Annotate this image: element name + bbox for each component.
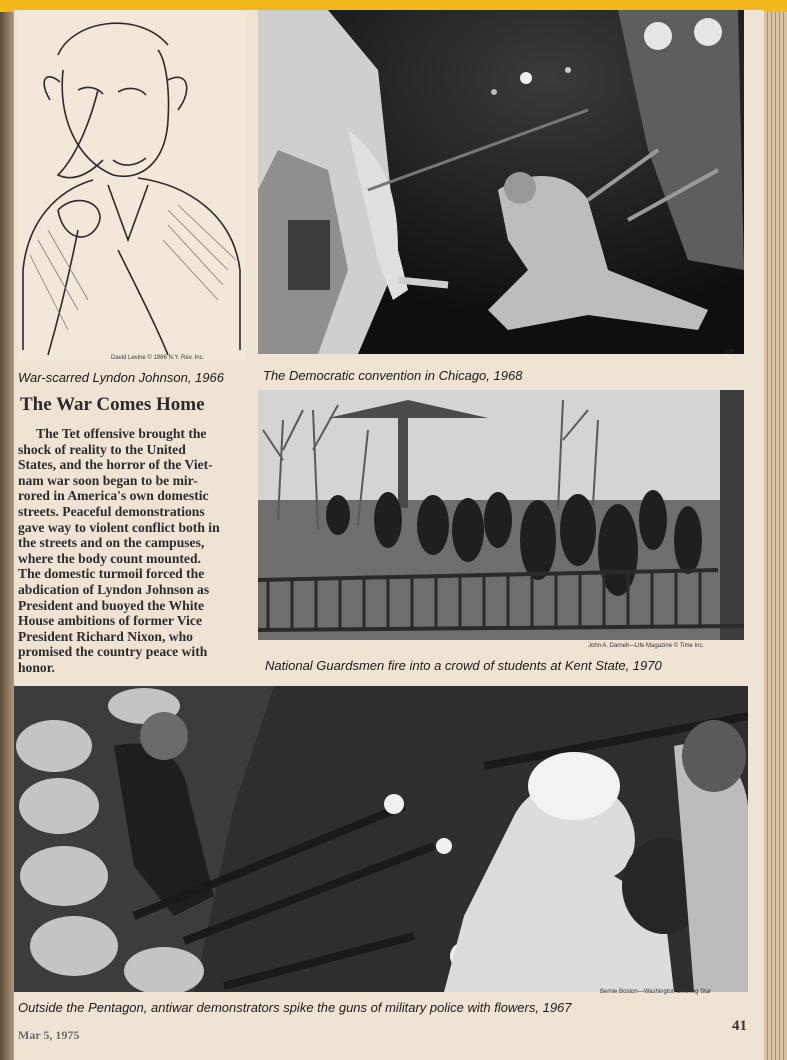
kent-state-credit: John A. Darnell—Life Magazine © Time Inc. — [588, 643, 705, 649]
page-number: 41 — [732, 1018, 747, 1034]
article-line: abdication of Lyndon Johnson as — [18, 581, 210, 597]
article-line: President and buoyed the White — [18, 597, 205, 613]
chicago-caption: The Democratic convention in Chicago, 1968 — [263, 368, 523, 383]
article-line: where the body count mounted. — [18, 550, 201, 566]
pentagon-caption: Outside the Pentagon, antiwar demonstrators spike the guns of military police with flowers, 1967 — [18, 1000, 572, 1015]
article-line: gave way to violent conflict both in — [18, 519, 220, 535]
chicago-photo-graphic — [258, 10, 744, 354]
article-line: promised the country peace with — [18, 644, 208, 660]
article-body — [18, 426, 254, 676]
article-headline: The War Comes Home — [20, 394, 205, 415]
kent-state-photo-graphic — [258, 390, 744, 640]
pentagon-credit: Bernie Boston—Washington Evening Star — [600, 989, 712, 995]
article-line: nam war soon began to be mir- — [18, 472, 198, 488]
article-line: honor. — [18, 659, 55, 675]
article-line: House ambitions of former Vice — [18, 613, 202, 629]
pentagon-photo-graphic — [14, 686, 748, 992]
caricature-credit: David Levine © 1966 N.Y. Rev. Inc. — [111, 355, 205, 361]
article-line: President Richard Nixon, who — [18, 628, 193, 644]
caricature-drawing — [18, 10, 246, 360]
kent-state-photo — [258, 390, 744, 640]
article-line: shock of reality to the United — [18, 441, 186, 457]
article-line: streets. Peaceful demonstrations — [18, 503, 205, 519]
article-line: States, and the horror of the Viet- — [18, 457, 213, 473]
article-line: The Tet offensive brought the — [36, 426, 207, 441]
footer-date: Mar 5, 1975 — [18, 1028, 80, 1042]
article-line: the streets and on the campuses, — [18, 535, 205, 551]
page-edges — [760, 12, 787, 1060]
chicago-credit: UPI — [724, 350, 735, 356]
article-line: rored in America's own domestic — [18, 488, 209, 504]
kent-state-caption: National Guardsmen fire into a crowd of students at Kent State, 1970 — [265, 658, 662, 673]
pentagon-flower-photo — [14, 686, 748, 992]
chicago-convention-photo — [258, 10, 744, 354]
caricature-illustration — [18, 10, 246, 360]
caricature-caption: War-scarred Lyndon Johnson, 1966 — [18, 370, 224, 385]
article-line: The domestic turmoil forced the — [18, 566, 205, 582]
magazine-page — [14, 10, 764, 1060]
